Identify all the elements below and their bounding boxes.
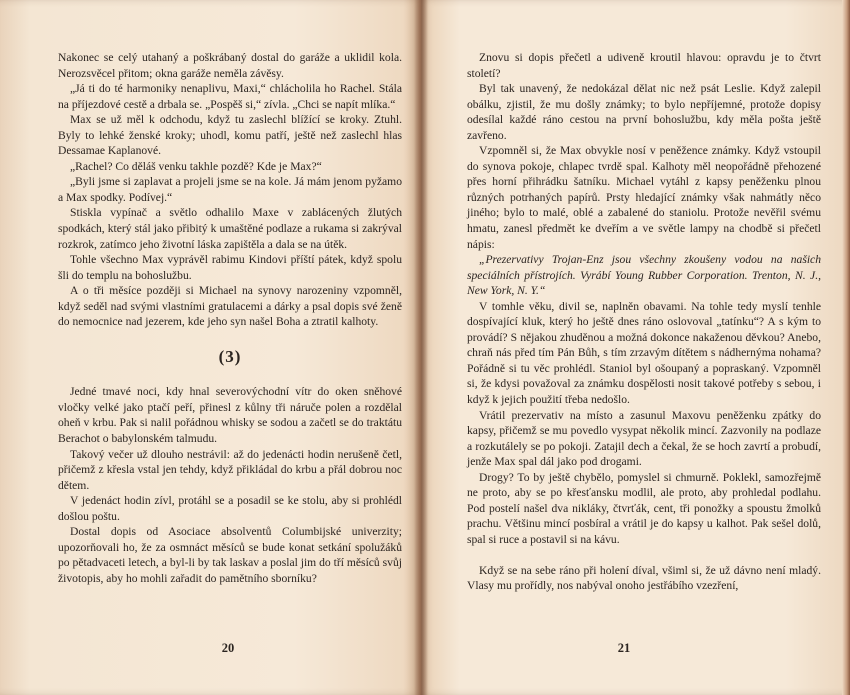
- paragraph: Stiskla vypínač a světlo odhalilo Maxe v zablácených žlutých spodkách, který stál jako přibitý k umaštěné podlaze a rukama si zakrýval rozkrok, zatímco jeho životní láska zapištěla a dala se na útěk.: [58, 206, 402, 251]
- paragraph: Dostal dopis od Asociace absolventů Columbijské univerzity; upozorňovali ho, že za osmnáct měsíců se bude konat setkání spolužáků po pětadvaceti letech, a byl-li by tak laskav a poslal jim do tří měsíců svůj životopis, aby ho mohli zařadit do pamětního sborníku?: [58, 525, 402, 585]
- paragraph: Max se už měl k odchodu, když tu zaslechl blížící se kroky. Ztuhl. Byly to lehké ženské kroky; uhodl, komu patří, ještě než zaslechl hlas Dessamae Kaplanové.: [58, 113, 402, 158]
- paragraph: Vzpomněl si, že Max obvykle nosí v peněžence známky. Když vstoupil do synova pokoje, chlapec tvrdě spal. Kalhoty měl neopořádně přehozené přes horní přihrádku šatníku. Michael vytáhl z kapsy peněženku plnou různých potrhaných papírů. Prsty hledající známky však nahmátly něco jiného; bylo to malé, oblé a zabalené do staniolu. Protože nevěřil svému hmatu, zanesl předmět ke dveřím a ve světle lampy na chodbě si přečetl nápis:: [467, 144, 821, 251]
- page-edge: [842, 0, 850, 695]
- paragraph: Znovu si dopis přečetl a udiveně kroutil hlavou: opravdu je to čtvrt století?: [467, 51, 821, 80]
- paragraph: Drogy? To by ještě chybělo, pomyslel si chmurně. Poklekl, samozřejmě ne proto, aby se po křesťansku modlil, ale proto, aby prohledal podlahu. Pod postelí našel dva nikláky, čtvrťák, cent, tři ponožky a spoustu žmolků prachu. Většinu mincí posbíral a vrátil je do kapsy u kalhot. Pak sešel dolů, spal si ruce a postavil si na kávu.: [467, 470, 821, 546]
- paragraph: Takový večer už dlouho nestrávil: až do jedenácti hodin nerušeně četl, přičemž z křesla vstal jen tehdy, když přikládal do krbu a přál dobrou noc dětem.: [58, 447, 402, 492]
- paragraph: „Byli jsme si zaplavat a projeli jsme se na kole. Já mám jenom pyžamo a Max spodky. Podívej.“: [58, 175, 402, 204]
- paragraph: A o tři měsíce později si Michael na synovy narozeniny vzpomněl, když seděl nad svými vlastními gratulacemi a dárky a psal dopis své ženě do nemocnice nad jezerem, kde jeho syn našel Boha a ztratil kalhoty.: [58, 284, 402, 329]
- right-page: [420, 0, 850, 695]
- paragraph: V jedenáct hodin zívl, protáhl se a posadil se ke stolu, aby si prohlédl došlou poštu.: [58, 494, 402, 523]
- right-page-text: [467, 50, 821, 594]
- paragraph: V tomhle věku, divil se, naplněn obavami. Na tohle tedy myslí tenhle dospívající kluk, který ho ještě dnes ráno oslovoval „tatínku“? A s kým to provádí? S nějakou zhuděnou a možná dokonce nakaženou děvkou? Anebo, chraň nás před tím Pán Bůh, s tím zrzavým dítětem s nádhernýma nohama? Pořádně si tu věc prohlédl. Staniol byl ošoupaný a popraskaný. Vzpomněl si, že kdysi považoval za známku dospělosti nosit takové potřeby s sebou, i když k jejich použití třeba nedošlo.: [467, 299, 821, 407]
- left-page-text: [58, 50, 402, 587]
- page-number-left: 20: [221, 641, 235, 655]
- book-gutter: [414, 0, 428, 695]
- paragraph: Vrátil prezervativ na místo a zasunul Maxovu peněženku zpátky do kapsy, přičemž se mu povedlo vysypat několik mincí. Zazvonily na podlaze a rozkutálely se po pokoji. Zatajil dech a čekal, že se hoch zavrtí a probudí, jenže Max spal dál jako pod drogami.: [467, 408, 821, 469]
- paragraph: Když se na sebe ráno při holení díval, všiml si, že už dávno není mladý. Vlasy mu prořídly, nos nabýval onoho jestřábího vzezření,: [467, 563, 821, 593]
- paragraph: „Rachel? Co děláš venku takhle pozdě? Kde je Max?“: [70, 159, 322, 173]
- page-number-right: 21: [617, 641, 631, 655]
- paragraph: „Já ti do té harmoniky nenaplivu, Maxi,“ chlácholila ho Rachel. Stála na příjezdové cestě a drbala se. „Pospěš si,“ zívla. „Chci se napít mlíka.“: [58, 82, 402, 111]
- quoted-inscription: „Prezervativy Trojan-Enz jsou všechny zkoušeny vodou na našich speciálních přístrojích. Vyrábí Young Rubber Corporation. Trenton, N. J., New York, N. Y.“: [467, 253, 821, 298]
- paragraph: Tohle všechno Max vyprávěl rabimu Kindovi příští pátek, když spolu šli do templu na bohoslužbu.: [58, 253, 402, 282]
- left-page: [0, 0, 420, 695]
- chapter-heading: (3): [218, 346, 242, 366]
- paragraph: Byl tak unavený, že nedokázal dělat nic než psát Leslie. Když zalepil obálku, zjistil, že mu došly známky; to bylo nepříjemné, protože dopisy odesílal každé ráno cestou na první bohoslužbu, kdy měla pošta ještě zavřeno.: [467, 82, 821, 142]
- paragraph: Nakonec se celý utahaný a poškrábaný dostal do garáže a uklidil kola. Nerozsvěcel přitom; okna garáže neměla závěsy.: [58, 51, 402, 80]
- paragraph: Jedné tmavé noci, kdy hnal severovýchodní vítr do oken sněhové vločky velké jako ptačí peří, přinesl z kůlny tři náruče polen a rozdělal oheň v krbu. Pak si nalil pořádnou whisky se sodou a začetl se do traktátu Berachot o babylonském talmudu.: [58, 385, 402, 446]
